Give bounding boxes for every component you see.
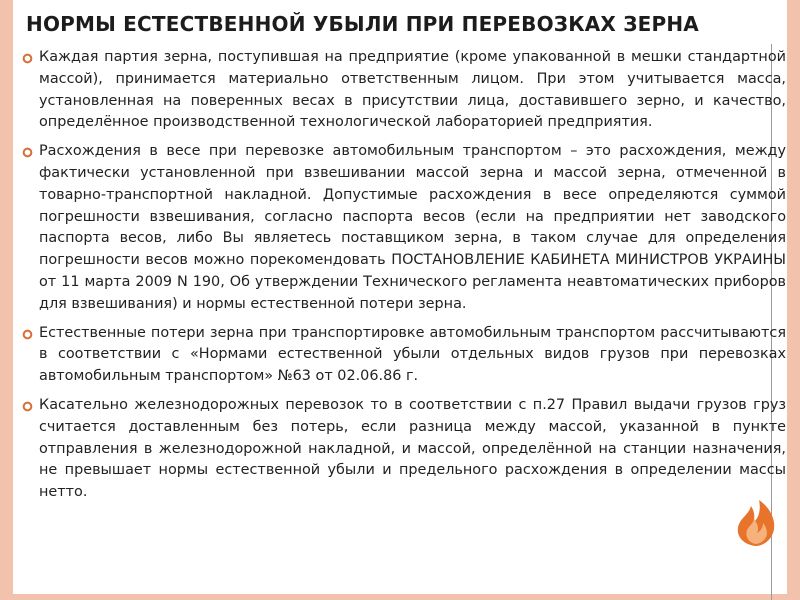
circle-bullet-icon bbox=[22, 53, 33, 64]
bullet-text: Естественные потери зерна при транспортировке автомобильным транспортом рассчитываются в соответствии с «Нормами естественной убыли отдельных видов грузов при перевозках автомобильным транспортом» №63 от 02.06.86 г. bbox=[39, 324, 786, 385]
bullet-item bbox=[22, 141, 786, 315]
right-frame-border bbox=[787, 0, 800, 600]
bottom-frame-border bbox=[0, 594, 800, 600]
bullet-text: Расхождения в весе при перевозке автомобильным транспортом – это расхождения, между фактически установленной при взвешивании массой зерна и массой зерна, отмеченной в товарно-транспортной накладной. Допустимые расхождения в весе определяются суммой погрешности взвешивания, согласно паспорта весов (если на предприятии нет заводского паспорта весов, либо Вы являетесь поставщиком зерна, в таком случае для определения погрешности весов можно порекомендовать ПОСТАНОВЛЕНИЕ КАБИНЕТА МИНИСТРОВ УКРАИНЫ от 11 марта 2009 N 190, Об утверждении Технического регламента неавтоматических приборов для взвешивания) и нормы естественной потери зерна. bbox=[39, 143, 786, 312]
circle-bullet-icon bbox=[22, 401, 33, 412]
bullet-text: Каждая партия зерна, поступившая на предприятие (кроме упакованной в мешки стандартной массой), принимается материально ответственным лицом. При этом учитывается масса, установленная на поверенных весах в присутствии лица, доставившего зерно, и качество, определённое производственной технологической лабораторией предприятия. bbox=[39, 49, 786, 131]
slide-body bbox=[22, 47, 786, 511]
slide-title: НОРМЫ ЕСТЕСТВЕННОЙ УБЫЛИ ПРИ ПЕРЕВОЗКАХ ЗЕРНА bbox=[26, 12, 699, 36]
bullet-item bbox=[22, 47, 786, 134]
bullet-item bbox=[22, 395, 786, 504]
circle-bullet-icon bbox=[22, 329, 33, 340]
circle-bullet-icon bbox=[22, 147, 33, 158]
bullet-item bbox=[22, 323, 786, 388]
bullet-text: Касательно железнодорожных перевозок то в соответствии с п.27 Правил выдачи грузов груз считается доставленным без потерь, если разница между массой, указанной в пункте отправления в железнодорожной накладной, и массой, определённой на станции назначения, не превышает нормы естественной убыли и предельного расхождения в определении массы нетто. bbox=[39, 396, 786, 501]
left-frame-border bbox=[0, 0, 13, 600]
flame-logo-icon bbox=[731, 496, 781, 548]
